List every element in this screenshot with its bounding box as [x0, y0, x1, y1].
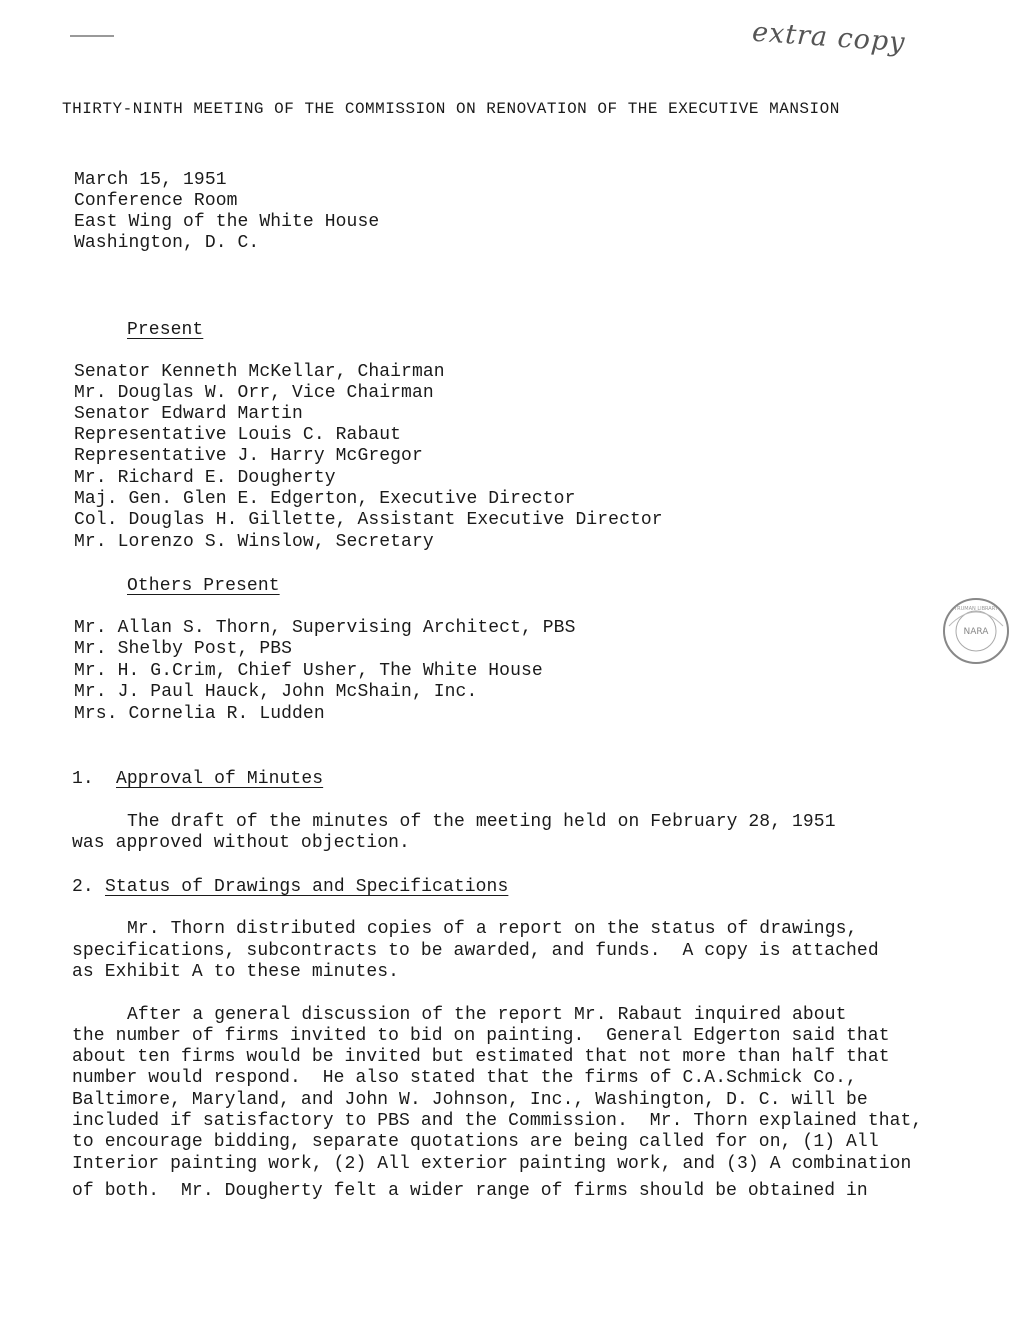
attendee: Representative Louis C. Rabaut	[74, 425, 402, 445]
section-number: 2.	[72, 877, 94, 897]
paragraph-line: Interior painting work, (2) All exterior painting work, and (3) A combination	[72, 1154, 912, 1174]
paragraph-line: of both. Mr. Dougherty felt a wider range of firms should be obtained in	[72, 1181, 868, 1201]
meeting-location-line: East Wing of the White House	[74, 212, 380, 232]
other-attendee: Mrs. Cornelia R. Ludden	[74, 704, 325, 724]
attendee: Mr. Douglas W. Orr, Vice Chairman	[74, 383, 434, 403]
meeting-location-line: Conference Room	[74, 191, 238, 211]
section-number: 1.	[72, 769, 94, 789]
other-attendee: Mr. Allan S. Thorn, Supervising Architect, PBS	[74, 618, 576, 638]
attendee: Mr. Lorenzo S. Winslow, Secretary	[74, 532, 434, 552]
document-title: THIRTY-NINTH MEETING OF THE COMMISSION ON RENOVATION OF THE EXECUTIVE MANSION	[62, 100, 840, 118]
pencil-mark	[70, 35, 114, 37]
paragraph-line: included if satisfactory to PBS and the Commission. Mr. Thorn explained that,	[72, 1111, 923, 1131]
handwritten-note: extra copy	[751, 16, 907, 59]
present-heading: Present	[127, 320, 204, 340]
other-attendee: Mr. J. Paul Hauck, John McShain, Inc.	[74, 682, 478, 702]
attendee: Senator Edward Martin	[74, 404, 303, 424]
paragraph-line: Baltimore, Maryland, and John W. Johnson, Inc., Washington, D. C. will be	[72, 1090, 868, 1110]
other-attendee: Mr. Shelby Post, PBS	[74, 639, 293, 659]
svg-text:TRUMAN LIBRARY: TRUMAN LIBRARY	[954, 606, 998, 612]
paragraph-line: The draft of the minutes of the meeting held on February 28, 1951	[127, 812, 836, 832]
paragraph-line: as Exhibit A to these minutes.	[72, 962, 400, 982]
library-seal	[941, 596, 1011, 666]
paragraph-line: Mr. Thorn distributed copies of a report on the status of drawings,	[127, 919, 858, 939]
section-heading: Approval of Minutes	[116, 769, 324, 789]
paragraph-line: specifications, subcontracts to be awarded, and funds. A copy is attached	[72, 941, 879, 961]
meeting-location-line: Washington, D. C.	[74, 233, 260, 253]
attendee: Col. Douglas H. Gillette, Assistant Executive Director	[74, 510, 663, 530]
paragraph-line: After a general discussion of the report Mr. Rabaut inquired about	[127, 1005, 847, 1025]
paragraph-line: number would respond. He also stated that the firms of C.A.Schmick Co.,	[72, 1068, 857, 1088]
svg-text:NARA: NARA	[963, 627, 989, 637]
paragraph-line: the number of firms invited to bid on painting. General Edgerton said that	[72, 1026, 890, 1046]
paragraph-line: was approved without objection.	[72, 833, 410, 853]
section-heading: Status of Drawings and Specifications	[105, 877, 509, 897]
meeting-date: March 15, 1951	[74, 170, 227, 190]
paragraph-line: to encourage bidding, separate quotations are being called for on, (1) All	[72, 1132, 879, 1152]
attendee: Maj. Gen. Glen E. Edgerton, Executive Director	[74, 489, 576, 509]
others-present-heading: Others Present	[127, 576, 280, 596]
paragraph-line: about ten firms would be invited but estimated that not more than half that	[72, 1047, 890, 1067]
other-attendee: Mr. H. G.Crim, Chief Usher, The White House	[74, 661, 543, 681]
attendee: Senator Kenneth McKellar, Chairman	[74, 362, 445, 382]
attendee: Mr. Richard E. Dougherty	[74, 468, 336, 488]
attendee: Representative J. Harry McGregor	[74, 446, 423, 466]
